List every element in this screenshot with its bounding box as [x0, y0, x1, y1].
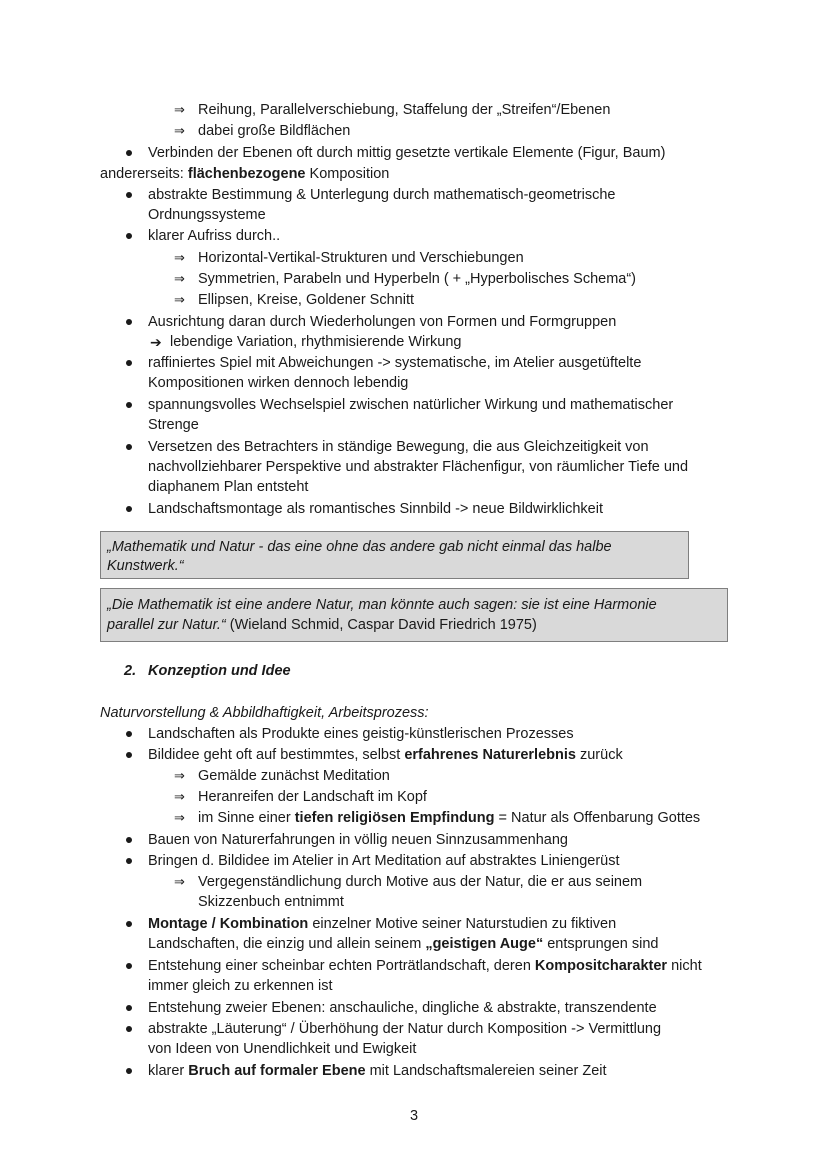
text-line: Landschaften als Produkte eines geistig-künstlerischen Prozesses	[148, 726, 574, 742]
implies-arrow-icon: ⇒	[174, 102, 185, 117]
text-line	[148, 914, 616, 934]
bullet-icon	[126, 837, 132, 843]
bold-text: flächenbezogene	[187, 166, 306, 182]
text-line: Strenge	[148, 417, 199, 433]
bullet-icon	[126, 192, 132, 198]
text-line: Bauen von Naturerfahrungen in völlig neuen Sinnzusammenhang	[148, 832, 568, 848]
text-line: immer gleich zu erkennen ist	[148, 978, 333, 994]
page-number: 3	[409, 1108, 419, 1124]
text-fragment: Komposition	[305, 166, 390, 182]
implies-arrow-icon: ⇒	[174, 123, 185, 138]
text-line	[148, 1061, 607, 1081]
bullet-icon	[126, 1005, 132, 1011]
heavy-arrow-icon: ➔	[150, 334, 162, 350]
text-line: Symmetrien, Parabeln und Hyperbeln ( + „Hyperbolisches Schema“)	[198, 271, 637, 287]
bullet-icon	[126, 921, 132, 927]
text-line: Skizzenbuch entnimmt	[198, 894, 344, 910]
text-line: Heranreifen der Landschaft im Kopf	[198, 789, 427, 805]
text-line: lebendige Variation, rhythmisierende Wirkung	[170, 334, 462, 350]
implies-arrow-icon: ⇒	[174, 292, 185, 307]
text-fragment: einzelner Motive seiner Naturstudien zu fiktiven	[308, 916, 617, 932]
text-line: Ellipsen, Kreise, Goldener Schnitt	[198, 292, 414, 308]
bullet-icon	[126, 319, 132, 325]
text-fragment: mit Landschaftsmalereien seiner Zeit	[365, 1063, 607, 1079]
text-fragment: Bildidee geht oft auf bestimmtes, selbst	[148, 747, 405, 763]
text-line: Vergegenständlichung durch Motive aus der Natur, die er aus seinem	[198, 874, 643, 890]
quote-text: Kunstwerk.“	[107, 558, 184, 574]
bullet-icon	[126, 1068, 132, 1074]
section-title: Konzeption und Idee	[148, 663, 291, 679]
text-fragment: Landschaften, die einzig und allein seinem	[148, 936, 426, 952]
text-line: Landschaftsmontage als romantisches Sinnbild -> neue Bildwirklichkeit	[148, 501, 603, 517]
text-line	[148, 934, 658, 954]
quote-text: „Mathematik und Natur - das eine ohne das andere gab nicht einmal das halbe	[107, 539, 612, 555]
text-line: raffiniertes Spiel mit Abweichungen -> systematische, im Atelier ausgetüftelte	[148, 355, 642, 371]
bullet-icon	[126, 360, 132, 366]
quote-text: „Die Mathematik ist eine andere Natur, man könnte auch sagen: sie ist eine Harmonie	[107, 597, 657, 613]
implies-arrow-icon: ⇒	[174, 271, 185, 286]
bullet-icon	[126, 1026, 132, 1032]
text-fragment: entsprungen sind	[543, 936, 659, 952]
bullet-icon	[126, 858, 132, 864]
text-line: Bringen d. Bildidee im Atelier in Art Meditation auf abstraktes Liniengerüst	[148, 853, 620, 869]
text-fragment: im Sinne einer	[198, 810, 295, 826]
text-line: nachvollziehbarer Perspektive und abstrakter Flächenfigur, von räumlicher Tiefe und	[148, 459, 689, 475]
text-fragment: zurück	[575, 747, 623, 763]
text-line: Ordnungssysteme	[148, 207, 266, 223]
text-line: Reihung, Parallelverschiebung, Staffelung der „Streifen“/Ebenen	[198, 102, 611, 118]
text-line	[198, 808, 700, 828]
bold-text: Bruch auf formaler Ebene	[188, 1063, 366, 1079]
text-line: abstrakte „Läuterung“ / Überhöhung der Natur durch Komposition -> Vermittlung	[148, 1021, 662, 1037]
text-fragment: klarer	[148, 1063, 189, 1079]
bold-text: Kompositcharakter	[534, 958, 668, 974]
text-line: abstrakte Bestimmung & Unterlegung durch mathematisch-geometrische	[148, 187, 616, 203]
text-line: Verbinden der Ebenen oft durch mittig gesetzte vertikale Elemente (Figur, Baum)	[148, 145, 666, 161]
quote-text	[107, 615, 537, 635]
text-line: Entstehung zweier Ebenen: anschauliche, dingliche & abstrakte, transzendente	[148, 1000, 657, 1016]
text-line: Versetzen des Betrachters in ständige Bewegung, die aus Gleichzeitigkeit von	[148, 439, 649, 455]
bullet-icon	[126, 444, 132, 450]
text-line: spannungsvolles Wechselspiel zwischen natürlicher Wirkung und mathematischer	[148, 397, 674, 413]
text-line: Gemälde zunächst Meditation	[198, 768, 390, 784]
bullet-icon	[126, 233, 132, 239]
bullet-icon	[126, 963, 132, 969]
bold-text: Montage / Kombination	[148, 916, 309, 932]
implies-arrow-icon: ⇒	[174, 250, 185, 265]
subheading: Naturvorstellung & Abbildhaftigkeit, Arbeitsprozess:	[100, 705, 429, 721]
text-line: von Ideen von Unendlichkeit und Ewigkeit	[148, 1041, 417, 1057]
text-fragment: = Natur als Offenbarung Gottes	[494, 810, 701, 826]
bold-text: „geistigen Auge“	[425, 936, 544, 952]
text-line	[148, 956, 702, 976]
bullet-icon	[126, 731, 132, 737]
text-line: Horizontal-Vertikal-Strukturen und Verschiebungen	[198, 250, 524, 266]
implies-arrow-icon: ⇒	[174, 789, 185, 804]
text-line: Ausrichtung daran durch Wiederholungen von Formen und Formgruppen	[148, 314, 617, 330]
text-line: dabei große Bildflächen	[198, 123, 351, 139]
implies-arrow-icon: ⇒	[174, 874, 185, 889]
italic-text: parallel zur Natur.“	[107, 617, 226, 633]
implies-arrow-icon: ⇒	[174, 810, 185, 825]
quote-source: (Wieland Schmid, Caspar David Friedrich 1975)	[225, 617, 537, 633]
bullet-icon	[126, 402, 132, 408]
text-line: diaphanem Plan entsteht	[148, 479, 309, 495]
bold-text: erfahrenes Naturerlebnis	[404, 747, 576, 763]
text-line: Kompositionen wirken dennoch lebendig	[148, 375, 409, 391]
bold-text: tiefen religiösen Empfindung	[294, 810, 495, 826]
bullet-icon	[126, 506, 132, 512]
text-fragment: nicht	[667, 958, 702, 974]
section-number: 2.	[124, 663, 137, 679]
bullet-icon	[126, 752, 132, 758]
text-fragment: Entstehung einer scheinbar echten Porträtlandschaft, deren	[148, 958, 535, 974]
implies-arrow-icon: ⇒	[174, 768, 185, 783]
bullet-icon	[126, 150, 132, 156]
text-line	[100, 164, 389, 184]
text-fragment: andererseits:	[100, 166, 188, 182]
text-line: klarer Aufriss durch..	[148, 228, 281, 244]
text-line	[148, 745, 623, 765]
